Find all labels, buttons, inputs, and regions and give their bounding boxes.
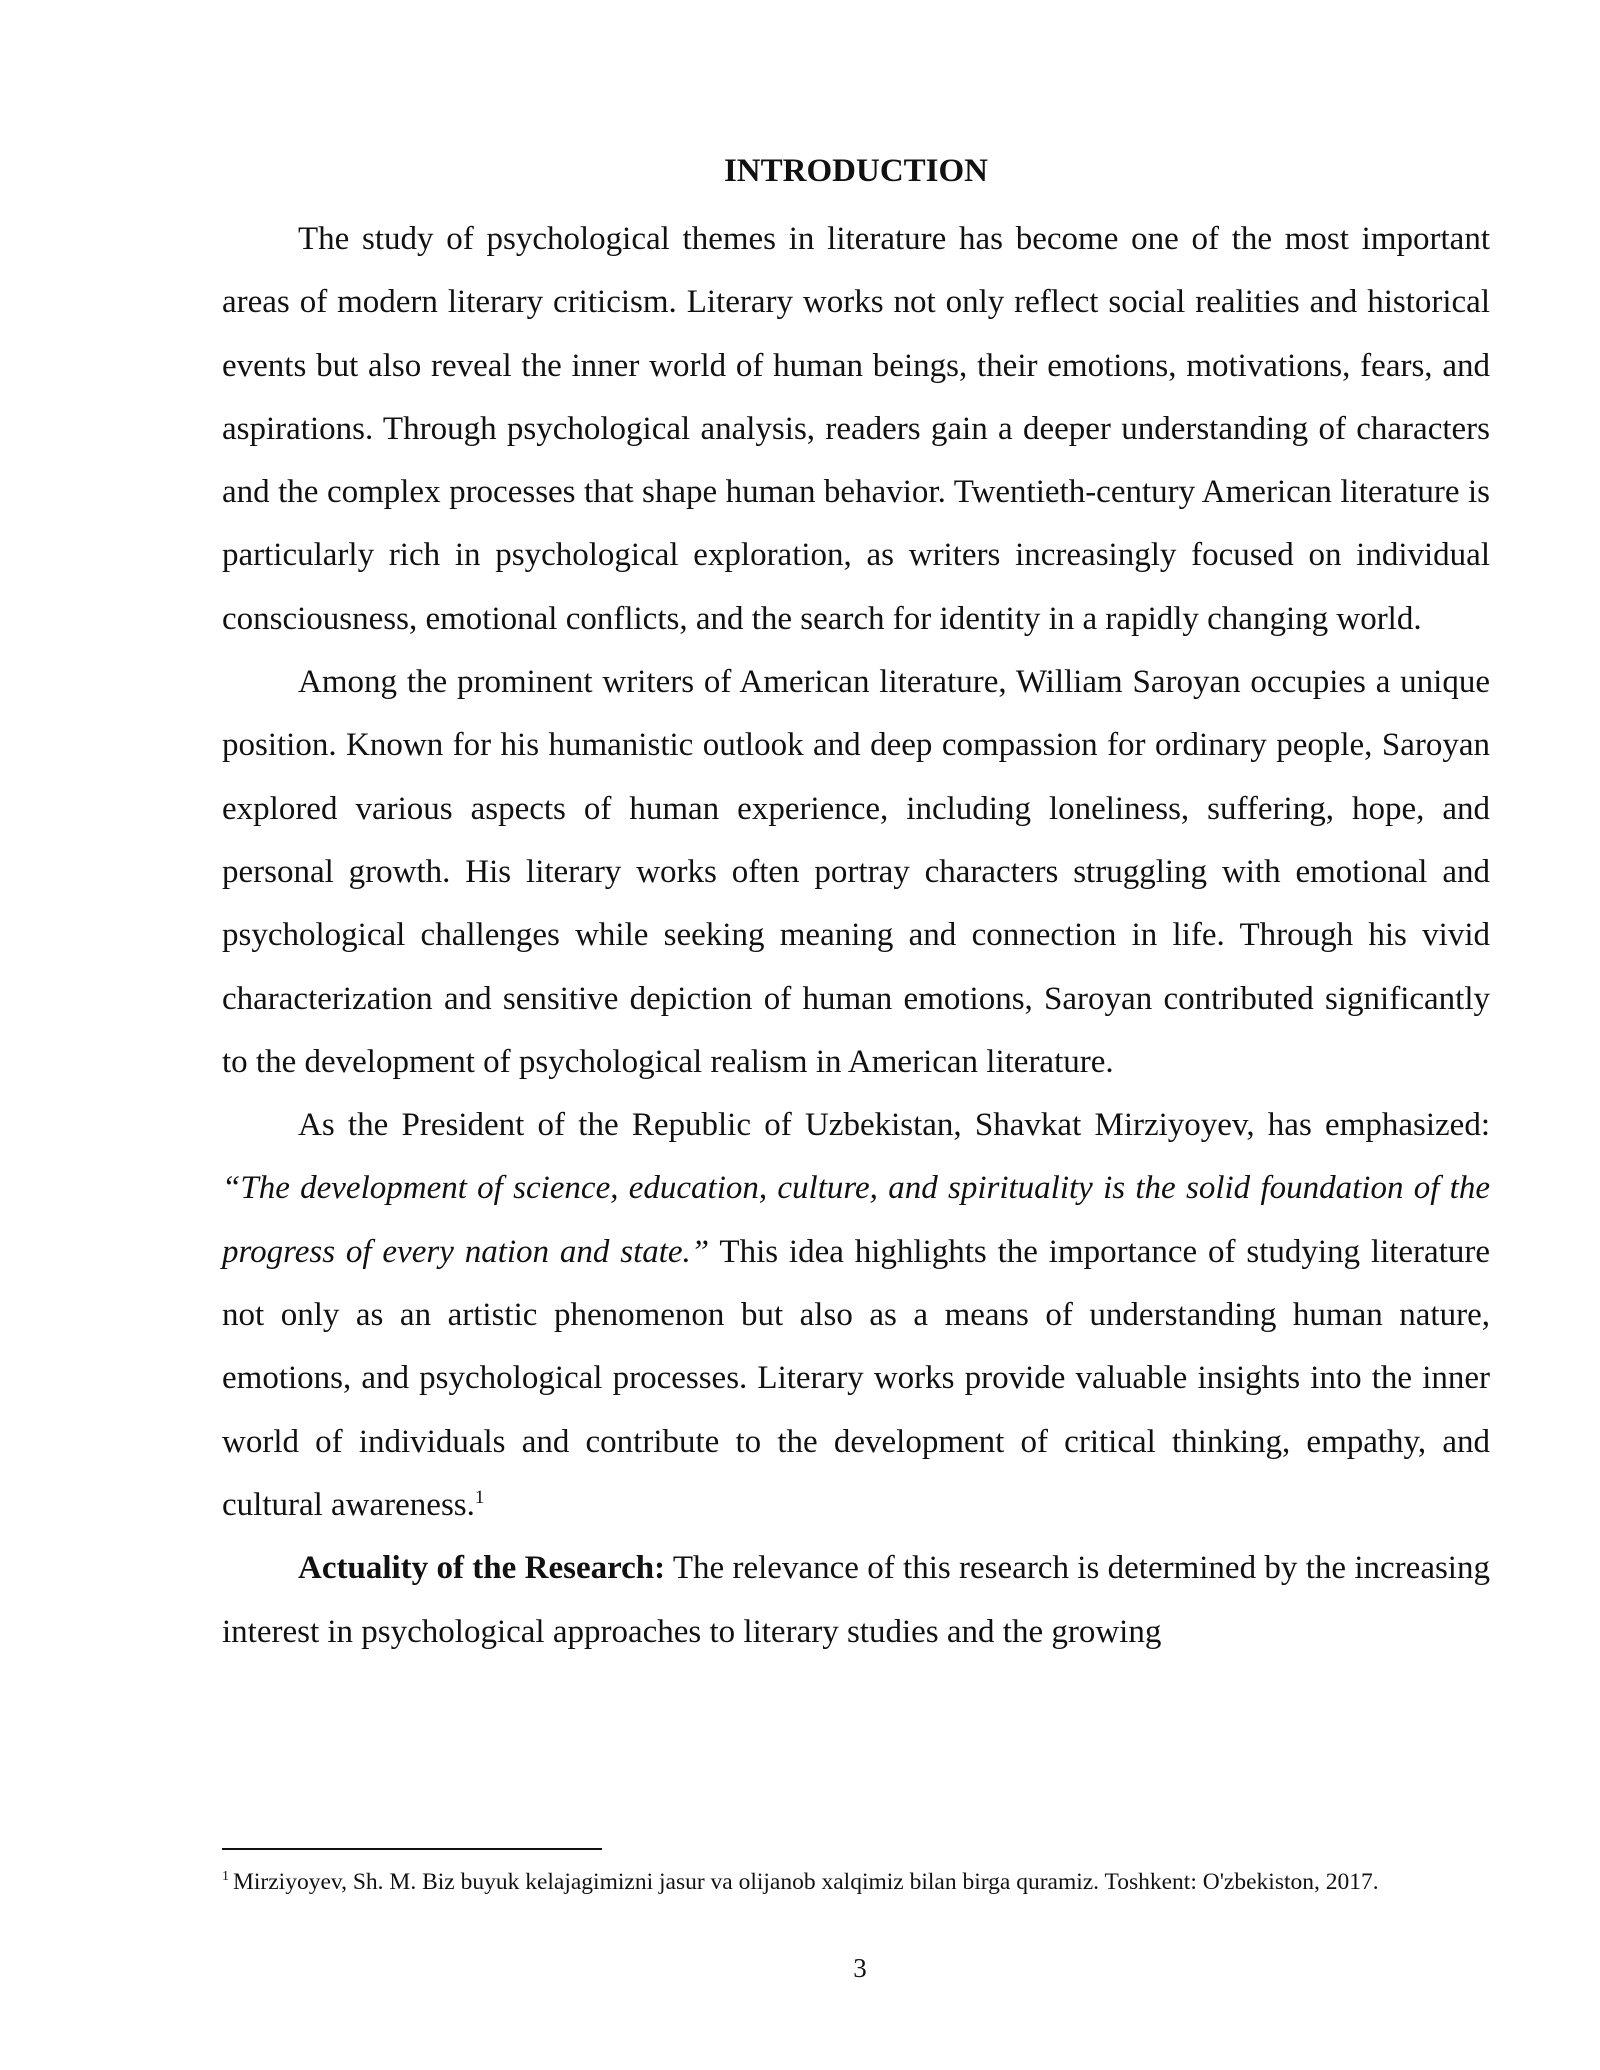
paragraph-1: The study of psychological themes in literature has become one of the most important areas of modern literary criticism. Literary works not only reflect social realities and historical events but also reveal the inner world of human beings, their emotions, motivations, fears, and aspirations. Through psychological analysis, readers gain a deeper understanding of characters and the complex processes that shape human behavior. Twentieth-century American literature is particularly rich in psychological exploration, as writers increasingly focused on individual consciousness, emotional conflicts, and the search for identity in a rapidly changing world. [222, 221, 1490, 637]
footnote [222, 1866, 1490, 1898]
actuality-label: Actuality of the Research: [298, 1550, 666, 1587]
page-number: 3 [853, 1953, 867, 1983]
paragraph-3 [222, 1094, 1490, 1537]
footnote-reference[interactable]: 1 [474, 1486, 485, 1508]
president-quote: “The development of science, education, culture, and spirituality is the solid foundation of the progress of every nation and state.” [222, 1170, 1490, 1270]
paragraph-4-text: The relevance of this research is determined by the increasing interest in psychological approaches to literary studies and the growing [222, 1550, 1490, 1650]
paragraph-3-rest: This idea highlights the importance of studying literature not only as an artistic phenomenon but also as a means of understanding human nature, emotions, and psychological processes. Literary works provide valuable insights into the inner world of individuals and contribute to the development of critical thinking, empathy, and cultural awareness. [222, 1233, 1490, 1523]
main-text-block [222, 145, 1490, 1664]
paragraph-3-intro: As the President of the Republic of Uzbekistan, Shavkat Mirziyoyev, has emphasized: [298, 1107, 1490, 1144]
paragraph-2: Among the prominent writers of American literature, William Saroyan occupies a unique position. Known for his humanistic outlook and deep compassion for ordinary people, Saroyan explored various aspects of human experience, including loneliness, suffering, hope, and personal growth. His literary works often portray characters struggling with emotional and psychological challenges while seeking meaning and connection in life. Through his vivid characterization and sensitive depiction of human emotions, Saroyan contributed significantly to the development of psychological realism in American literature. [222, 664, 1490, 1080]
section-heading: INTRODUCTION [723, 153, 989, 189]
paragraph-4 [222, 1537, 1490, 1664]
footnote-text: Mirziyoyev, Sh. M. Biz buyuk kelajagimizni jasur va olijanob xalqimiz bilan birga quramiz. Toshkent: O'zbekiston, 2017. [233, 1869, 1379, 1895]
footnote-number: 1 [222, 1869, 229, 1885]
footnote-separator [222, 1848, 602, 1850]
